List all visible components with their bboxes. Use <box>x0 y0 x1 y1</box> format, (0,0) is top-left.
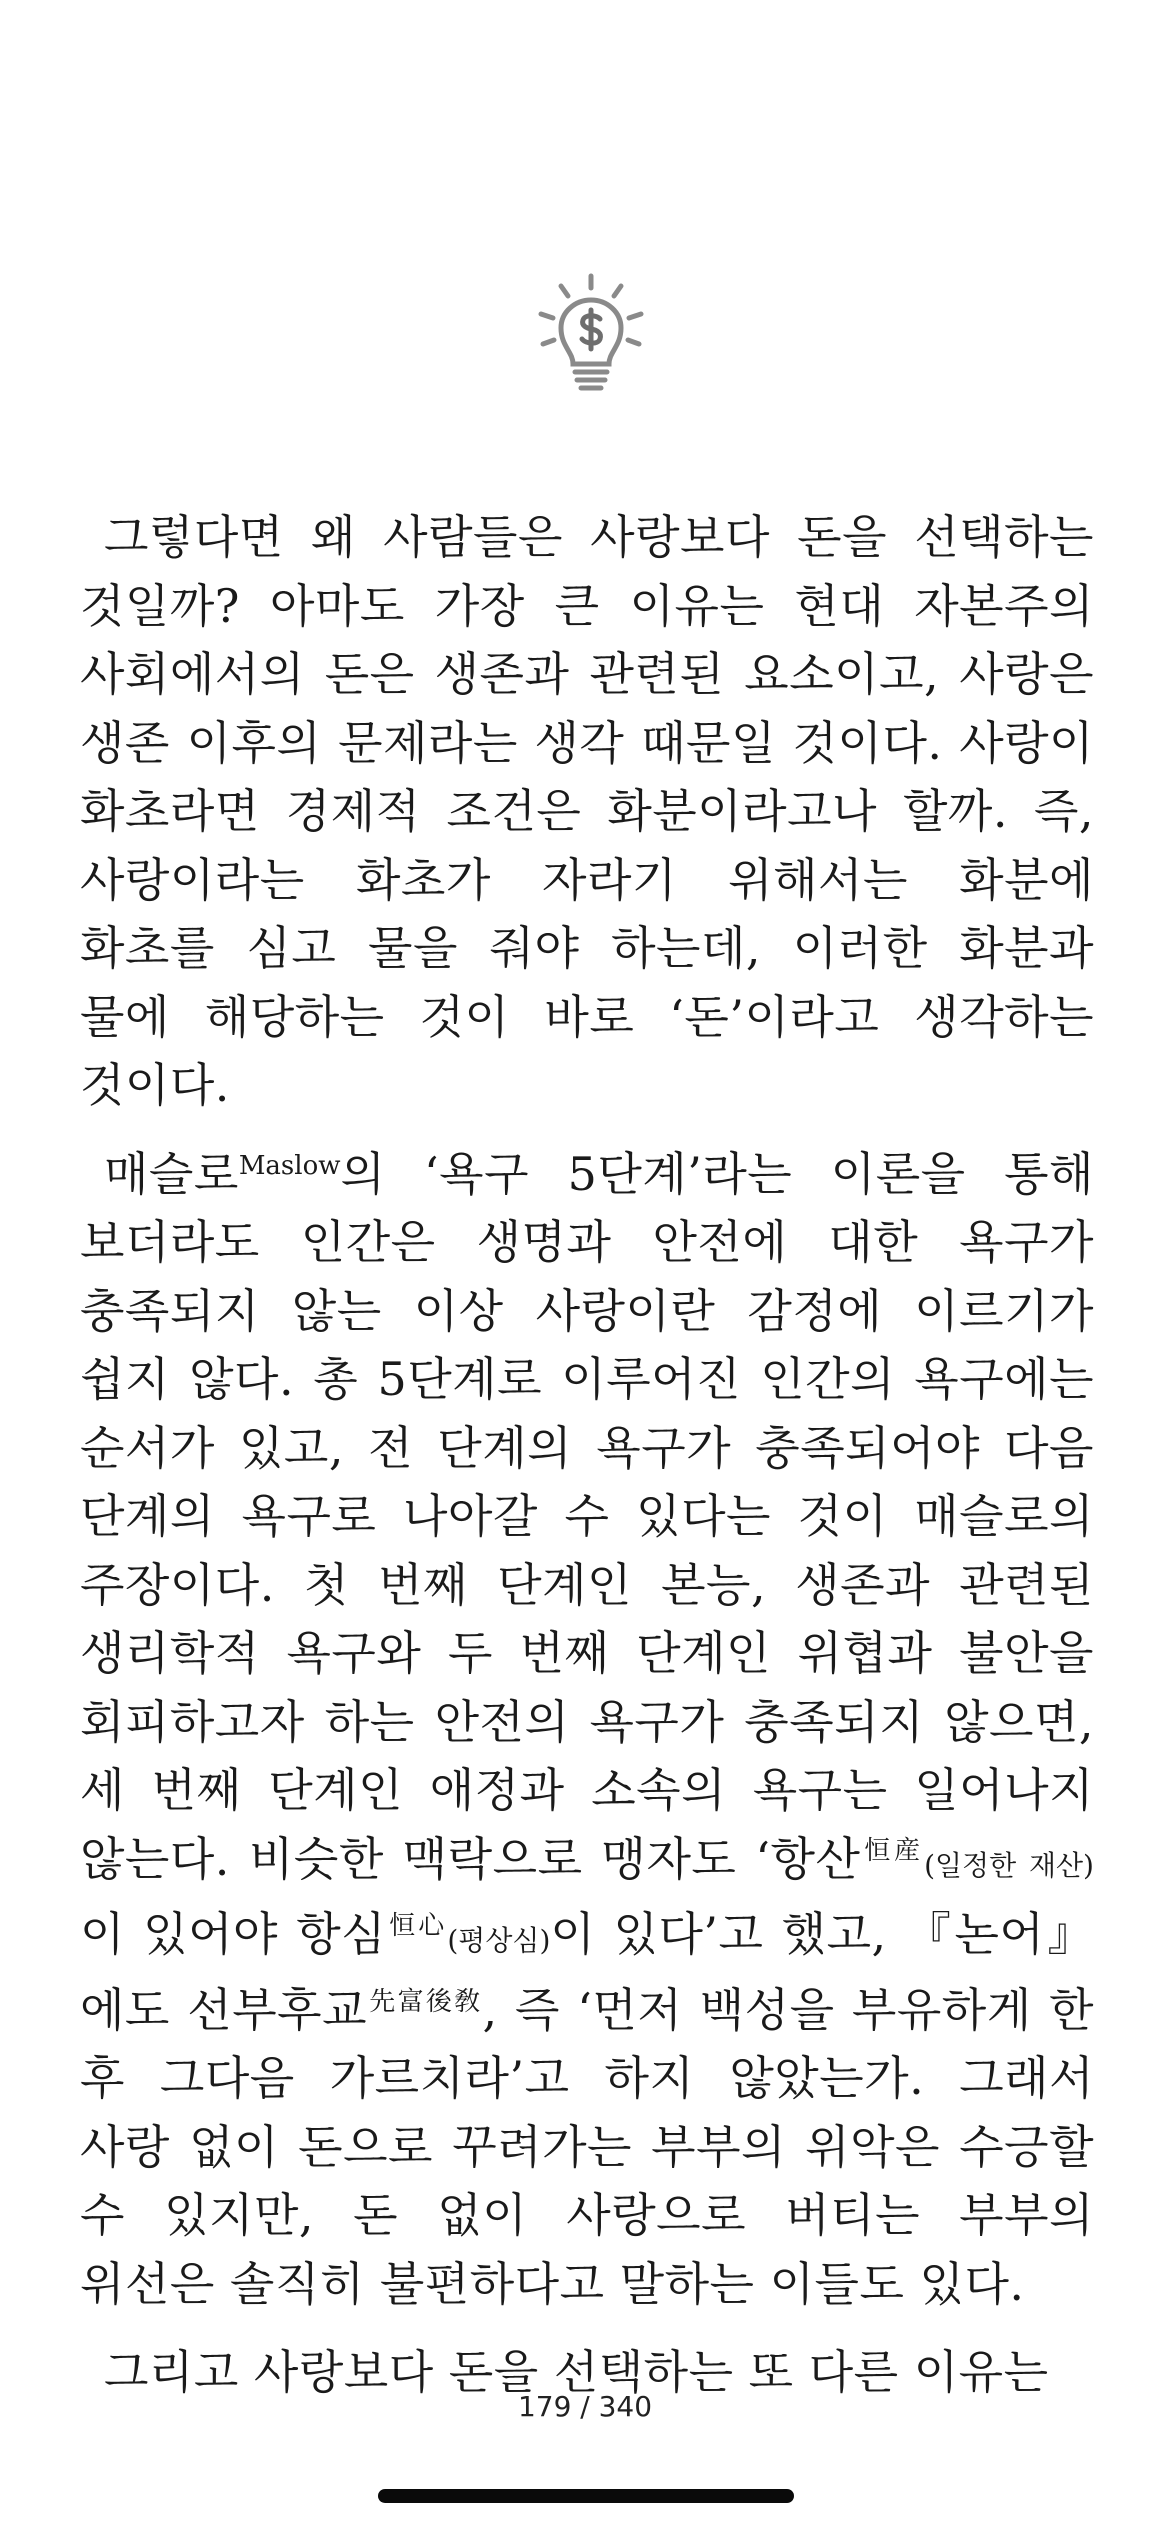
paragraph-2-text-d: 이 있다’고 했고, 『논어』에도 선부후교 <box>80 1907 1094 2037</box>
book-page-content <box>80 503 1094 2407</box>
paragraph-2 <box>80 1140 1094 2319</box>
annotation-hangsim: 恒心 <box>386 1911 448 1941</box>
paragraph-2-text-e: , 즉 ‘먼저 백성을 부유하게 한 후 그다음 가르치라’고 하지 않았는가. 그래서 사랑 없이 돈으로 꾸려가는 부부의 위악은 수긍할 수 있지만, 돈 없이 사랑으로 버티는 부부의 위선은 솔직히 불편하다고 말하는 이들도 있다. <box>80 1982 1094 2311</box>
annotation-maslow: Maslow <box>238 1150 341 1181</box>
paragraph-1: 그렇다면 왜 사람들은 사랑보다 돈을 선택하는 것일까? 아마도 가장 큰 이유는 현대 자본주의 사회에서의 돈은 생존과 관련된 요소이고, 사랑은 생존 이후의 문제라는 생각 때문일 것이다. 사랑이 화초라면 경제적 조건은 화분이라고나 할까. 즉, 사랑이라는 화초가 자라기 위해서는 화분에 화초를 심고 물을 줘야 하는데, 이러한 화분과 물에 해당하는 것이 바로 ‘돈’이라고 생각하는 것이다. <box>80 510 1094 1112</box>
page-indicator: 179 / 340 <box>517 2390 653 2423</box>
home-indicator[interactable] <box>378 2489 794 2503</box>
lightbulb-dollar-icon <box>535 272 647 398</box>
paragraph-2-text-a: 매슬로 <box>104 1146 239 1201</box>
gloss-hangsan: (일정한 재산) <box>924 1848 1094 1882</box>
annotation-hangsan: 恒産 <box>860 1835 925 1866</box>
paragraph-2-text-c: 이 있어야 항심 <box>80 1907 387 1961</box>
paragraph-3: 그리고 사랑보다 돈을 선택하는 또 다른 이유는 <box>104 2345 1049 2399</box>
annotation-seonbuhugyo: 先富後敎 <box>367 1986 483 2017</box>
gloss-hangsim: (평상심) <box>447 1924 551 1957</box>
paragraph-2-text-b: 의 ‘욕구 5단계’라는 이론을 통해 보더라도 인간은 생명과 안전에 대한 욕구가 충족되지 않는 이상 사랑이란 감정에 이르기가 쉽지 않다. 총 5단계로 이루어진 인간의 욕구에는 순서가 있고, 전 단계의 욕구가 충족되어야 다음 단계의 욕구로 나아갈 수 있다는 것이 매슬로의 주장이다. 첫 번째 단계인 본능, 생존과 관련된 생리학적 욕구와 두 번째 단계인 위협과 불안을 회피하고자 하는 안전의 욕구가 충족되지 않으면, 세 번째 단계인 애정과 소속의 욕구는 일어나지 않는다. 비슷한 맥락으로 맹자도 ‘항산 <box>80 1146 1094 1886</box>
